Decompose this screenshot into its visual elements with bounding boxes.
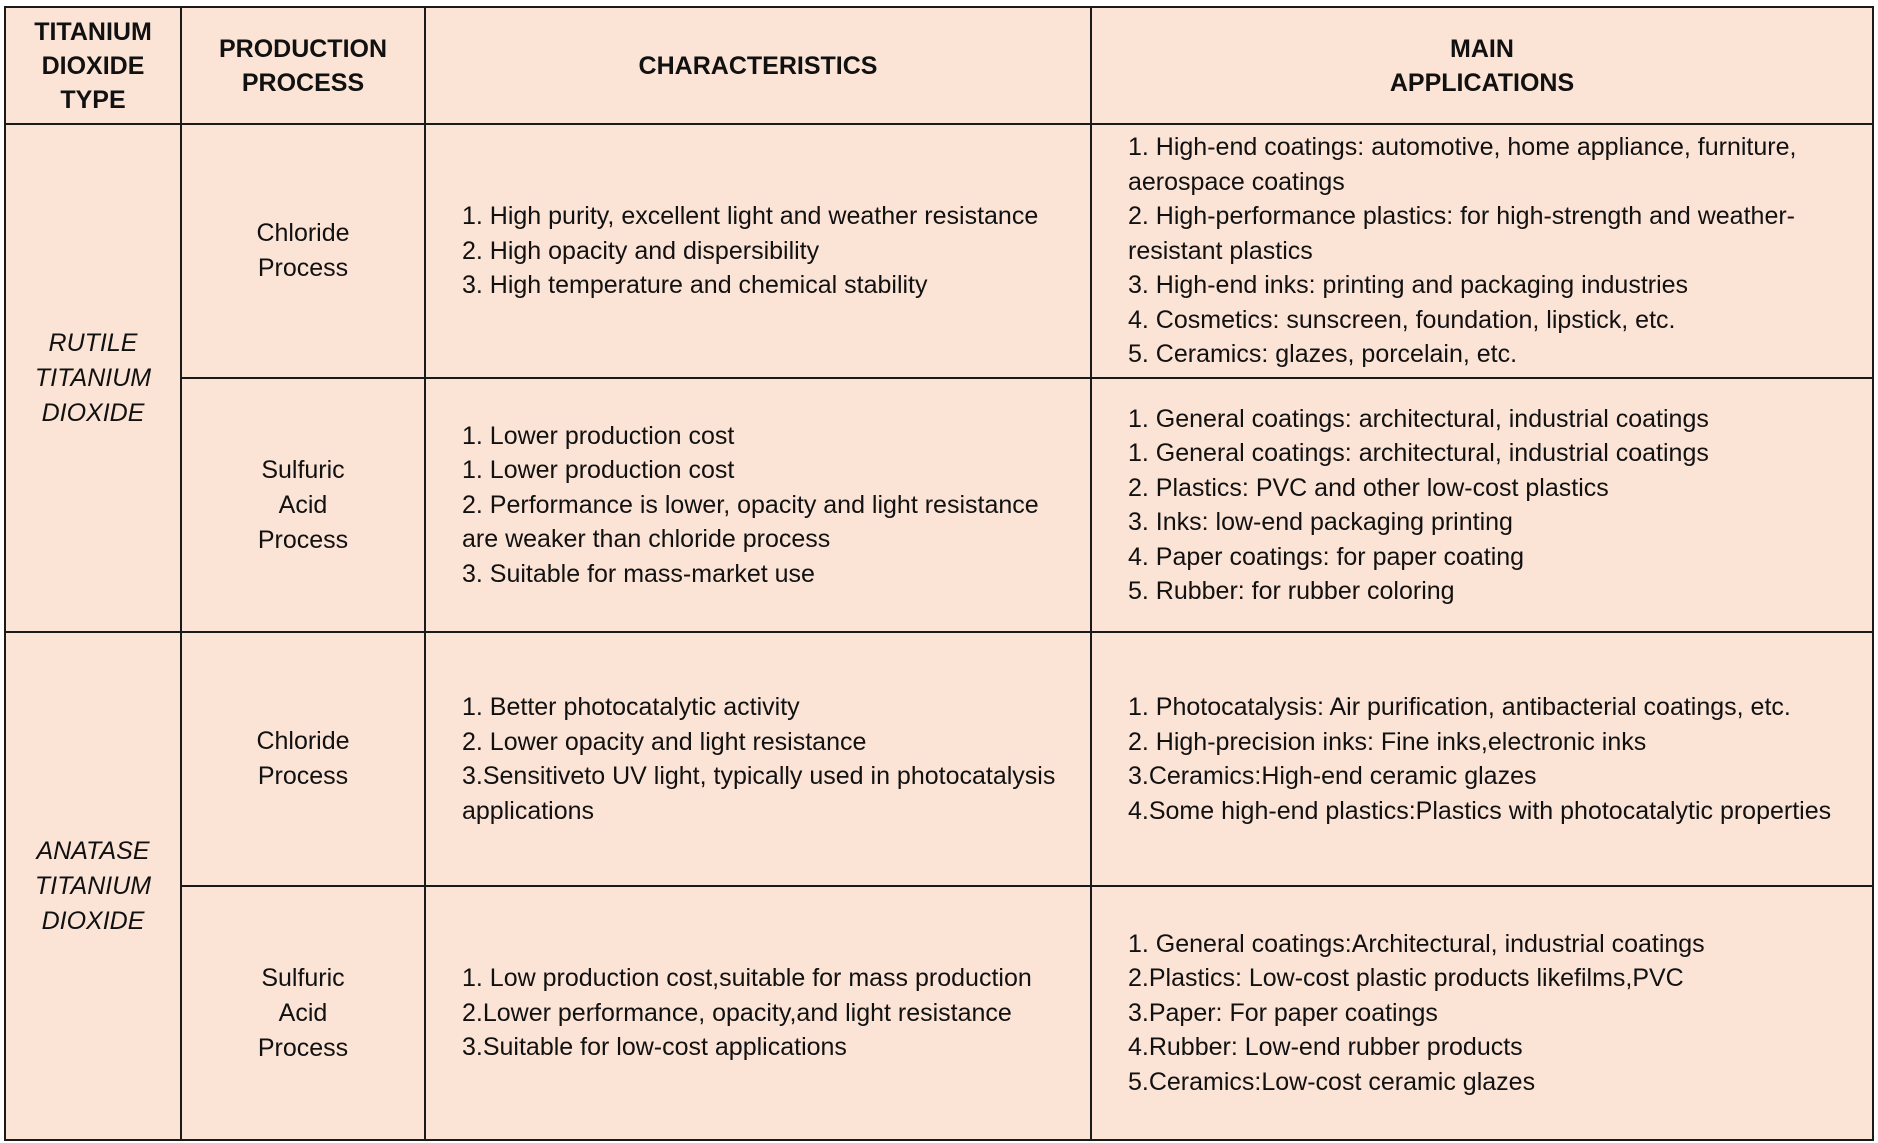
table-row xyxy=(5,124,1873,378)
applications-cell xyxy=(1091,886,1873,1140)
characteristics-line: 2. Lower opacity and light resistance xyxy=(462,727,867,756)
type-cell-anatase xyxy=(5,632,181,1140)
characteristics-line: applications xyxy=(462,796,595,825)
applications-line: resistant plastics xyxy=(1128,236,1313,265)
header-process-line: PRODUCTION xyxy=(218,34,388,63)
process-line: Process xyxy=(257,525,349,554)
applications-line: 3.Paper: For paper coatings xyxy=(1128,998,1438,1027)
applications-line: 5. Ceramics: glazes, porcelain, etc. xyxy=(1128,340,1518,369)
applications-cell xyxy=(1091,378,1873,632)
applications-line: 3. High-end inks: printing and packaging industries xyxy=(1128,271,1689,300)
type-line: TITANIUM xyxy=(34,363,152,392)
applications-line: 1. General coatings:Architectural, industrial coatings xyxy=(1128,929,1705,958)
header-process xyxy=(181,7,425,124)
process-cell xyxy=(181,378,425,632)
applications-line: 2. High-performance plastics: for high-strength and weather- xyxy=(1128,202,1795,231)
applications-cell xyxy=(1091,632,1873,886)
characteristics-cell xyxy=(425,124,1091,378)
characteristics-line: 3. High temperature and chemical stability xyxy=(462,271,928,300)
characteristics-line: 3.Sensitiveto UV light, typically used in photocatalysis xyxy=(462,762,1056,790)
applications-line: 5. Rubber: for rubber coloring xyxy=(1128,577,1455,605)
applications-line: 4. Cosmetics: sunscreen, foundation, lipstick, etc. xyxy=(1128,305,1676,334)
process-line: Acid xyxy=(278,490,328,519)
type-line: TITANIUM xyxy=(34,871,152,900)
process-line: Chloride xyxy=(256,219,350,247)
applications-line: 3.Ceramics:High-end ceramic glazes xyxy=(1128,762,1537,790)
process-line: Acid xyxy=(278,998,328,1027)
table-row xyxy=(5,632,1873,886)
type-line: RUTILE xyxy=(48,328,138,357)
type-line: ANATASE xyxy=(36,836,150,865)
header-type-line: TITANIUM xyxy=(34,17,152,46)
header-process-line: PROCESS xyxy=(241,68,365,97)
type-line: DIOXIDE xyxy=(41,906,145,935)
header-characteristics xyxy=(425,7,1091,124)
characteristics-line: 1. Better photocatalytic activity xyxy=(462,693,800,721)
titanium-dioxide-table xyxy=(4,6,1874,1141)
applications-line: 3. Inks: low-end packaging printing xyxy=(1128,508,1513,536)
characteristics-line: 1. High purity, excellent light and weather resistance xyxy=(462,202,1039,231)
applications-line: 2. High-precision inks: Fine inks,electronic inks xyxy=(1128,727,1647,756)
applications-line: 4. Paper coatings: for paper coating xyxy=(1128,542,1525,571)
characteristics-line: 1. Lower production cost xyxy=(462,421,735,450)
applications-line: 1. Photocatalysis: Air purification, antibacterial coatings, etc. xyxy=(1128,693,1791,721)
process-line: Chloride xyxy=(256,727,350,755)
characteristics-line: 3. Suitable for mass-market use xyxy=(462,559,815,588)
characteristics-line: 1. Lower production cost xyxy=(462,456,735,485)
applications-line: 4.Some high-end plastics:Plastics with photocatalytic properties xyxy=(1128,796,1832,825)
characteristics-line: 2. Performance is lower, opacity and light resistance xyxy=(462,490,1039,519)
characteristics-cell xyxy=(425,632,1091,886)
header-row xyxy=(5,7,1873,124)
applications-cell xyxy=(1091,124,1873,378)
header-type-line: TYPE xyxy=(60,85,126,114)
process-cell xyxy=(181,124,425,378)
table-row xyxy=(5,886,1873,1140)
type-cell-rutile xyxy=(5,124,181,632)
header-applications-line: APPLICATIONS xyxy=(1389,68,1575,97)
applications-line: 1. High-end coatings: automotive, home appliance, furniture, xyxy=(1128,133,1797,162)
table-row xyxy=(5,378,1873,632)
characteristics-line: 1. Low production cost,suitable for mass production xyxy=(462,964,1032,993)
header-applications xyxy=(1091,7,1873,124)
characteristics-line: 2.Lower performance, opacity,and light resistance xyxy=(462,998,1012,1027)
process-line: Process xyxy=(257,254,349,282)
type-line: DIOXIDE xyxy=(41,398,145,427)
applications-line: 5.Ceramics:Low-cost ceramic glazes xyxy=(1128,1067,1536,1096)
process-line: Process xyxy=(257,762,349,790)
characteristics-line: are weaker than chloride process xyxy=(462,525,831,554)
process-line: Sulfuric xyxy=(261,455,345,484)
process-line: Sulfuric xyxy=(261,963,345,992)
characteristics-cell xyxy=(425,378,1091,632)
table-wrapper xyxy=(4,6,1874,1141)
header-applications-line: MAIN xyxy=(1450,34,1514,63)
process-cell xyxy=(181,632,425,886)
characteristics-cell xyxy=(425,886,1091,1140)
applications-line: 4.Rubber: Low-end rubber products xyxy=(1128,1033,1523,1062)
process-line: Process xyxy=(257,1033,349,1062)
applications-line: 2. Plastics: PVC and other low-cost plastics xyxy=(1128,473,1609,502)
applications-line: aerospace coatings xyxy=(1128,167,1345,196)
applications-line: 1. General coatings: architectural, industrial coatings xyxy=(1128,404,1709,433)
applications-line: 2.Plastics: Low-cost plastic products likefilms,PVC xyxy=(1128,964,1684,993)
header-characteristics-line: CHARACTERISTICS xyxy=(638,51,878,80)
process-cell xyxy=(181,886,425,1140)
header-type xyxy=(5,7,181,124)
applications-line: 1. General coatings: architectural, industrial coatings xyxy=(1128,439,1709,467)
characteristics-line: 2. High opacity and dispersibility xyxy=(462,236,820,265)
header-type-line: DIOXIDE xyxy=(41,51,145,80)
characteristics-line: 3.Suitable for low-cost applications xyxy=(462,1033,847,1062)
